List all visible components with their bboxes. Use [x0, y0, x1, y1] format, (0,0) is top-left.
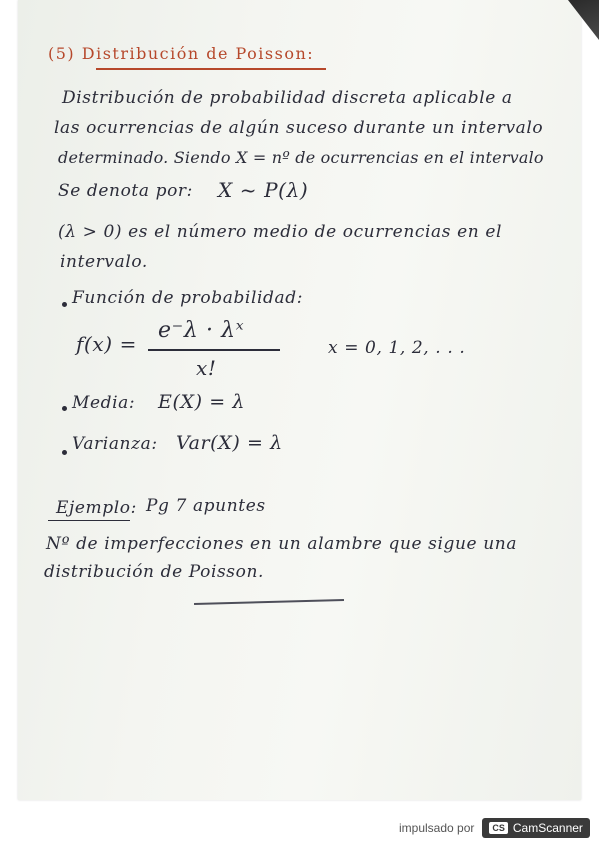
variance-formula: Var(X) = λ [176, 432, 283, 454]
lambda-line-2: intervalo. [60, 252, 148, 272]
pmf-domain: x = 0, 1, 2, . . . [328, 338, 466, 358]
camscanner-brand: CamScanner [512, 821, 583, 835]
example-underline [48, 520, 130, 521]
denoted-label: Se denota por: [58, 181, 193, 201]
camscanner-badge [482, 818, 590, 838]
powered-by-text: impulsado por [399, 821, 475, 835]
pmf-lhs: f(x) = [76, 332, 138, 356]
mean-formula: E(X) = λ [158, 391, 246, 413]
bullet-dot [62, 406, 67, 411]
probability-function-label: Función de probabilidad: [72, 288, 304, 308]
lambda-line-1: (λ > 0) es el número medio de ocurrencias en el [58, 222, 503, 242]
title-underline [96, 68, 326, 70]
camscanner-logo-icon: CS [489, 822, 508, 834]
pmf-denominator: x! [196, 356, 217, 380]
variance-label: Varianza: [72, 434, 158, 454]
definition-line-3: determinado. Siendo X = nº de ocurrencias en el intervalo [58, 148, 544, 167]
example-label: Ejemplo: [56, 498, 137, 518]
bullet-dot [62, 450, 67, 455]
notebook-page [18, 0, 581, 800]
fraction-bar [148, 349, 280, 351]
example-line-2: distribución de Poisson. [44, 562, 265, 582]
definition-line-1: Distribución de probabilidad discreta aplicable a [62, 88, 513, 108]
bullet-dot [62, 302, 67, 307]
definition-line-2: las ocurrencias de algún suceso durante un intervalo [54, 118, 544, 138]
section-title: (5) Distribución de Poisson: [48, 44, 315, 63]
end-rule [194, 599, 344, 605]
example-line-1: Nº de imperfecciones en un alambre que sigue una [46, 534, 518, 554]
denoted-formula: X ~ P(λ) [218, 178, 309, 202]
mean-label: Media: [72, 393, 136, 413]
camscanner-footer [399, 817, 590, 839]
example-reference: Pg 7 apuntes [146, 496, 266, 516]
pmf-numerator: e⁻λ · λˣ [158, 318, 245, 343]
